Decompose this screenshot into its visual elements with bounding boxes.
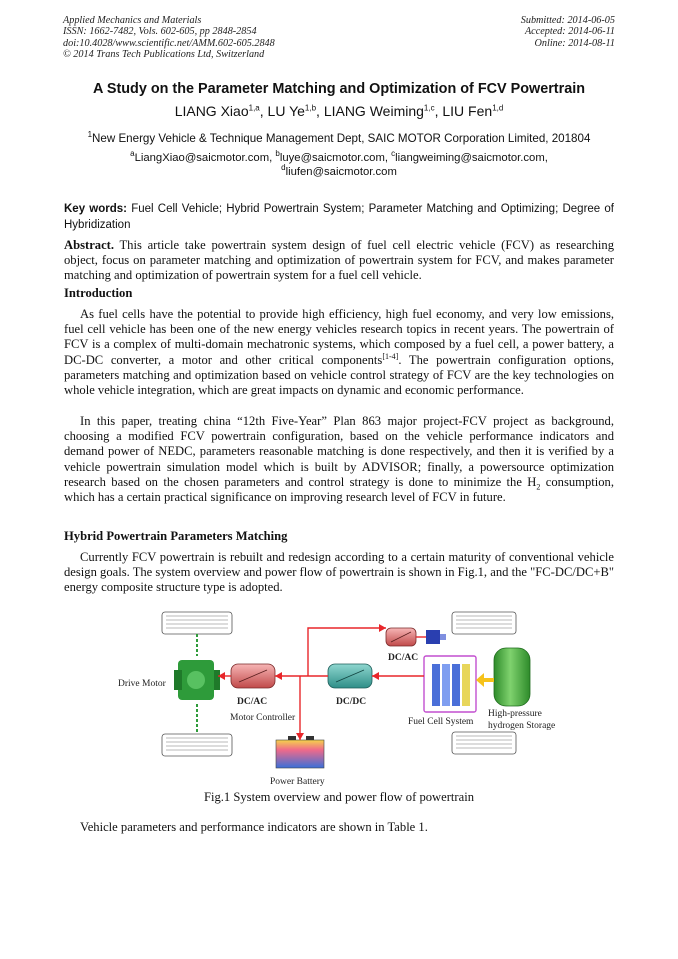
- dcdc-converter-box: [328, 664, 372, 688]
- citation-ref[interactable]: [1-4]: [382, 351, 399, 361]
- wheel-front-left: [162, 612, 232, 634]
- section-heading-introduction: Introduction: [64, 286, 133, 300]
- submitted-date: Submitted: 2014-06-05: [520, 15, 615, 26]
- author-sup: 1,c: [423, 103, 435, 113]
- email-sup: a: [130, 149, 135, 159]
- issn-line: ISSN: 1662-7482, Vols. 602-605, pp 2848-2854: [63, 26, 257, 38]
- abstract-label: Abstract.: [64, 238, 115, 252]
- email-link[interactable]: liangweiming@saicmotor.com,: [395, 152, 548, 164]
- intro-paragraph-1: [64, 307, 614, 398]
- label-power-battery: Power Battery: [270, 777, 325, 787]
- author-sup: 1,b: [304, 103, 317, 113]
- wheel-rear-left: [162, 734, 232, 756]
- air-compressor-icon: [426, 630, 446, 644]
- author-name: LIU Fen: [442, 103, 493, 119]
- hydrogen-tank: [494, 648, 530, 706]
- section-heading-hybrid: Hybrid Powertrain Parameters Matching: [64, 529, 288, 543]
- abstract: [64, 238, 614, 284]
- journal-header-left: [63, 15, 275, 60]
- wheel-rear-right: [452, 732, 516, 754]
- h2-subscript: 2: [536, 482, 541, 492]
- label-fuel-cell: Fuel Cell System: [408, 717, 474, 727]
- label-drive-motor: Drive Motor: [118, 679, 166, 689]
- keywords: [64, 201, 614, 233]
- affiliation-text: New Energy Vehicle & Technique Management Dept, SAIC MOTOR Corporation Limited, 201804: [92, 132, 591, 145]
- intro-paragraph-2: [64, 414, 614, 505]
- author-name: LIANG Xiao: [174, 103, 249, 119]
- author-sup: 1,d: [492, 103, 504, 113]
- figure-caption: Fig.1 System overview and power flow of powertrain: [203, 790, 474, 804]
- power-battery: [276, 736, 324, 768]
- email-sup: c: [391, 149, 396, 159]
- intro-p2-text-a: In this paper, treating china “12th Five-Year” Plan 863 major project-FCV project as background, choosing a modified FCV powertrain configuration, based on the vehicle performance indicators and demand power of NEDC, parameters reasonable matching is done respectively, and then it is verified by a vehicle powertrain simulation model which is built by ADVISOR; finally, a powersource optimization research based on the chosen parameters and control strategy is done to minimize the H: [64, 414, 614, 489]
- motor-dcac-box: [231, 664, 275, 688]
- author-name: LU Ye: [267, 103, 305, 119]
- h2-arrowhead: [476, 673, 484, 687]
- table-intro-paragraph: Vehicle parameters and performance indicators are shown in Table 1.: [80, 820, 428, 834]
- intro-p1-text-b: . The powertrain configuration options, parameters matching and optimization based on vehicle control strategy of FCV are the key technologies on whole vehicle integration, which are great impacts on dynamic and economic performance.: [64, 352, 614, 398]
- paper-title: A Study on the Parameter Matching and Optimization of FCV Powertrain: [93, 81, 585, 97]
- accepted-date: Accepted: 2014-06-11: [524, 26, 615, 38]
- drive-motor-icon: [174, 660, 220, 700]
- author-sup: 1,a: [248, 103, 260, 113]
- label-dcdc: DC/DC: [336, 697, 367, 707]
- email-list: [90, 151, 588, 179]
- fuel-cell-stack: [424, 656, 476, 712]
- label-h2-storage-2: hydrogen Storage: [488, 721, 556, 731]
- email-sup: d: [281, 163, 286, 173]
- figure-system-overview: [118, 608, 568, 790]
- label-dcac-motor: DC/AC: [237, 697, 268, 707]
- intro-p2-text-b: consumption, which has a certain practical significance on improving research level of FCV in future.: [64, 474, 614, 505]
- author-name: LIANG Weiming: [323, 103, 424, 119]
- auxiliary-dcac-box: [386, 628, 416, 646]
- hybrid-paragraph-1: Currently FCV powertrain is rebuilt and redesign according to a certain maturity of conventional vehicle design goals. The system overview and power flow of powertrain is shown in Fig.1, and the "FC-DC/DC+B" energy composite structure type is adopted.: [64, 550, 614, 595]
- email-link[interactable]: luye@saicmotor.com,: [279, 152, 392, 164]
- journal-name: Applied Mechanics and Materials: [63, 15, 202, 26]
- author-list: LIANG Xiao$^{1,a}$, LU Ye$^{1,b}$, LIANG Weiming$^{1,c}$, LIU Fen$^{1,d}$: [174, 103, 504, 119]
- email-sup: b: [275, 149, 280, 159]
- intro-p1-text-a: As fuel cells have the potential to provide high efficiency, high fuel economy, and very low emissions, fuel cell vehicle has been one of the new energy vehicles research topics in recent years. The powertrain of FCV is a complex of multi-domain mechatronic systems, which composed by a fuel cell, a power battery, a DC-DC converter, a motor and other critical components: [64, 307, 614, 367]
- label-dcac-top: DC/AC: [388, 653, 419, 663]
- email-link[interactable]: LiangXiao@saicmotor.com,: [134, 152, 276, 164]
- keywords-text: Fuel Cell Vehicle; Hybrid Powertrain System; Parameter Matching and Optimizing; Degree of Hybridization: [64, 203, 614, 231]
- email-link[interactable]: liufen@saicmotor.com: [285, 166, 397, 178]
- journal-header-right: [521, 15, 615, 49]
- label-motor-controller: Motor Controller: [230, 713, 296, 723]
- keywords-label: Key words:: [64, 203, 127, 215]
- doi-line: doi:10.4028/www.scientific.net/AMM.602-605.2848: [63, 37, 275, 49]
- copyright-line: © 2014 Trans Tech Publications Ltd, Switzerland: [63, 48, 265, 60]
- affiliation: [40, 132, 638, 145]
- wheel-front-right: [452, 612, 516, 634]
- affiliation-sup: 1: [87, 130, 93, 140]
- abstract-text: This article take powertrain system design of fuel cell electric vehicle (FCV) as researching object, focus on parameter matching and optimization of powertrain system for FCV, and makes parameter matching and optimization of powertrain system for a fuel cell vehicle.: [64, 238, 614, 283]
- label-h2-storage-1: High-pressure: [488, 709, 542, 719]
- online-date: Online: 2014-08-11: [534, 37, 615, 49]
